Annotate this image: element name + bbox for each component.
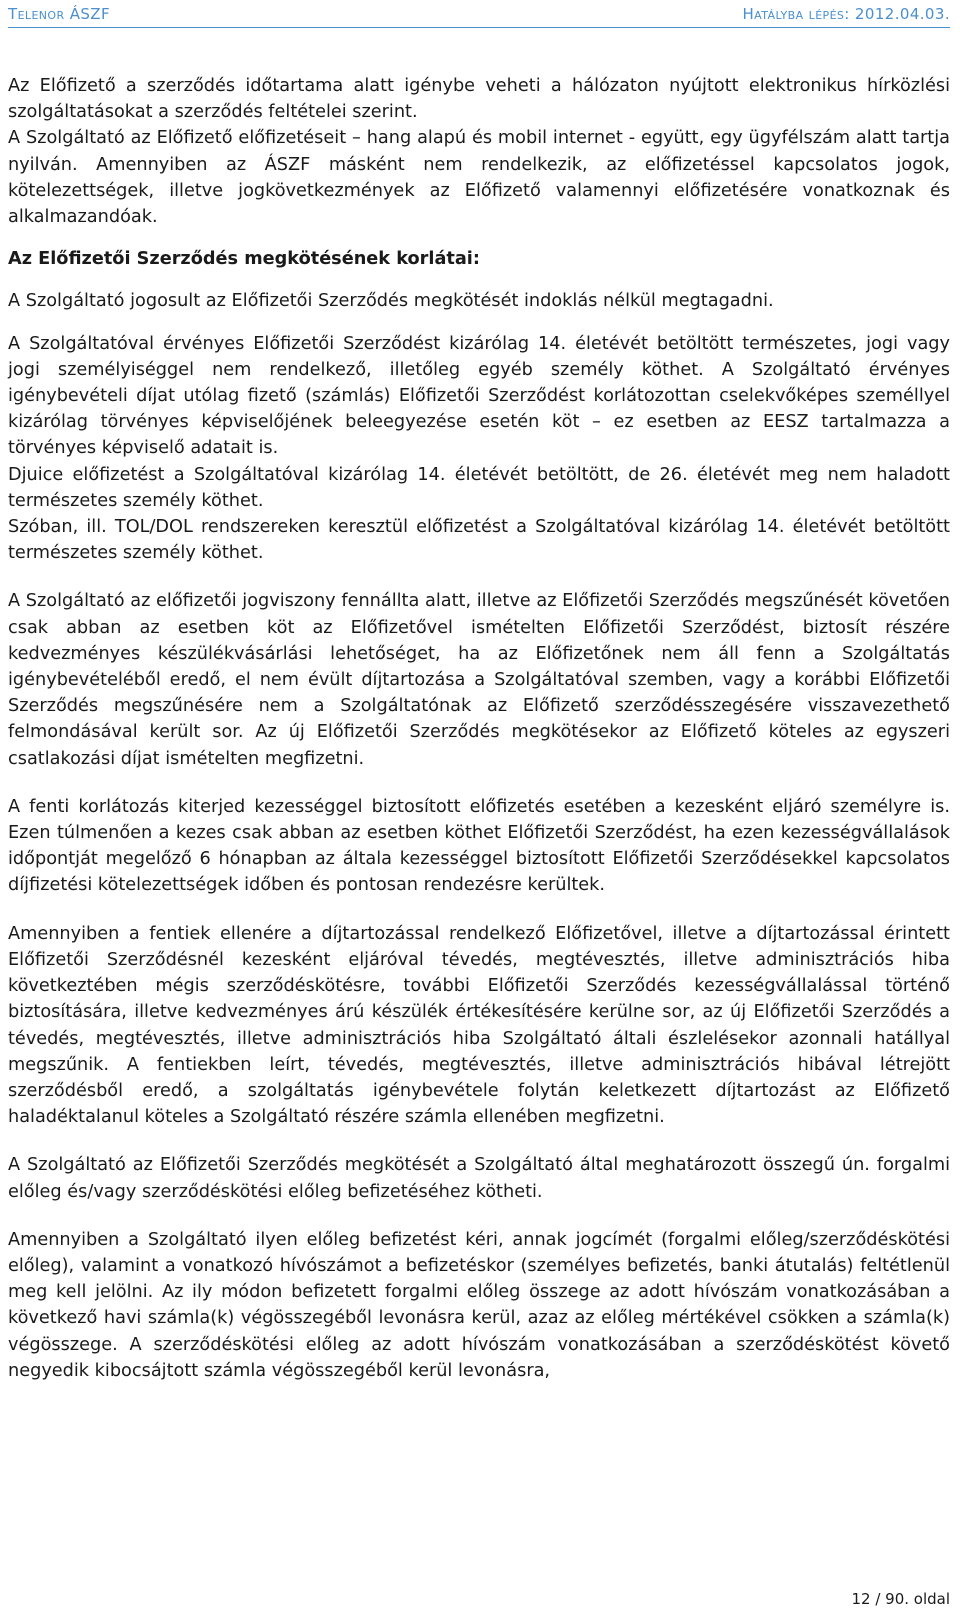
header-effective-date: Hatályba lépés: 2012.04.03.: [742, 5, 950, 23]
paragraph-oral-contract: Szóban, ill. TOL/DOL rendszereken keresztül előfizetést a Szolgáltatóval kizárólag 14. életévét betöltött természetes személy köthet.: [8, 517, 950, 564]
paragraph-djuice: Djuice előfizetést a Szolgáltatóval kizárólag 14. életévét betöltött, de 26. életévét meg nem haladott természetes személy köthet.: [8, 464, 950, 511]
paragraph-debt-restriction: A Szolgáltató az előfizetői jogviszony fennállta alatt, illetve az Előfizetői Szerződés megszűnését követően csak abban az esetben köt az Előfizetővel ismételten Előfizetői Szerződést, biztosít részére kedvezményes készülékvásárlási lehetőséget, ha az Előfizetőnek nem áll fenn a Szolgáltatás igénybevételéből eredő, el nem évült díjtartozása a Szolgáltatóval szemben, vagy a korábbi Előfizetői Szerződés megszűnésére nem a Szolgáltatónak az Előfizető szerződésszegésére visszavezethető felmondásával került sor. Az új Előfizetői Szerződés megkötésekor az Előfizető köteles az egyszeri csatlakozási díjat ismételten megfizetni.: [8, 591, 950, 769]
document-body: [8, 73, 950, 1384]
paragraph-advance-payment: A Szolgáltató az Előfizetői Szerződés megkötését a Szolgáltató által meghatározott összegű ún. forgalmi előleg és/vagy szerződéskötési előleg befizetéséhez kötheti.: [8, 1155, 950, 1202]
section-heading: Az Előfizetői Szerződés megkötésének korlátai:: [8, 249, 480, 270]
page-number: 12 / 90. oldal: [851, 1590, 950, 1608]
paragraph-guarantor: A fenti korlátozás kiterjed kezességgel biztosított előfizetés esetében a kezesként eljáró személyre is. Ezen túlmenően a kezes csak abban az esetben köthet Előfizetői Szerződést, ha ezen kezességvállalások időpontját megelőző 6 hónapban az általa kezességgel biztosított Előfizetői Szerződésekkel kapcsolatos díjfizetési kötelezettségek időben és pontosan rendezésre kerültek.: [8, 796, 950, 896]
paragraph-error-termination: Amennyiben a fentiek ellenére a díjtartozással rendelkező Előfizetővel, illetve a díjtartozással érintett Előfizetői Szerződésnél kezesként eljáróval tévedés, megtévesztés, illetve adminisztrációs hiba következtében mégis szerződéskötésre, további Előfizetői Szerződés kezességvállalással történő biztosítására, illetve kedvezményes árú készülék értékesítésére kerülne sor, az új Előfizetői Szerződés a tévedés, megtévesztés, illetve adminisztrációs hiba Szolgáltató általi észlelésekor azonnali hatállyal megszűnik. A fentiekben leírt, tévedés, megtévesztés, illetve adminisztrációs hibával létrejött szerződésből eredő, a szolgáltatás igénybevétele folytán keletkezett díjtartozást az Előfizető haladéktalanul köteles a Szolgáltató részére számla ellenében megfizetni.: [8, 923, 950, 1128]
page-header: [8, 4, 950, 26]
paragraph-refusal-right: A Szolgáltató jogosult az Előfizetői Szerződés megkötését indoklás nélkül megtagadni.: [8, 291, 774, 312]
header-company-title: Telenor ÁSZF: [8, 5, 110, 23]
paragraph-age-limit: A Szolgáltatóval érvényes Előfizetői Szerződést kizárólag 14. életévét betöltött természetes, jogi vagy jogi személyiséggel nem rendelkező, illetőleg egyéb személy köthet. A Szolgáltató érvényes igénybevételi díjat utólag fizető (számlás) Előfizetői Szerződést korlátozottan cselekvőképes személlyel kizárólag törvényes képviselőjének beleegyezése esetén köt – ez esetben az EESZ tartalmazza a törvényes képviselő adatait is.: [8, 333, 950, 459]
header-divider: [8, 27, 950, 28]
paragraph-customer-number: A Szolgáltató az Előfizető előfizetéseit – hang alapú és mobil internet - együtt, egy ügyfélszám alatt tartja nyilván. Amennyiben az ÁSZF másként nem rendelkezik, az előfizetéssel kapcsolatos jogok, kötelezettségek, illetve jogkövetkezmények az Előfizető valamennyi előfizetésére vonatkoznak és alkalmazandóak.: [8, 128, 950, 228]
paragraph-usage: Az Előfizető a szerződés időtartama alatt igénybe veheti a hálózaton nyújtott elektronikus hírközlési szolgáltatásokat a szerződés feltételei szerint.: [8, 76, 950, 123]
paragraph-advance-details: Amennyiben a Szolgáltató ilyen előleg befizetést kéri, annak jogcímét (forgalmi előleg/szerződéskötési előleg), valamint a vonatkozó hívószámot a befizetéskor (személyes befizetés, banki átutalás) feltétlenül meg kell jelölni. Az ily módon befizetett forgalmi előleg összege az adott hívószám vonatkozásában a következő havi számla(k) végösszegéből levonásra kerül, azaz az előleg mértékével csökken a számla(k) végösszege. A szerződéskötési előleg az adott hívószám vonatkozásában a szerződéskötést követő negyedik kibocsájtott számla végösszegéből kerül levonásra,: [8, 1229, 950, 1381]
